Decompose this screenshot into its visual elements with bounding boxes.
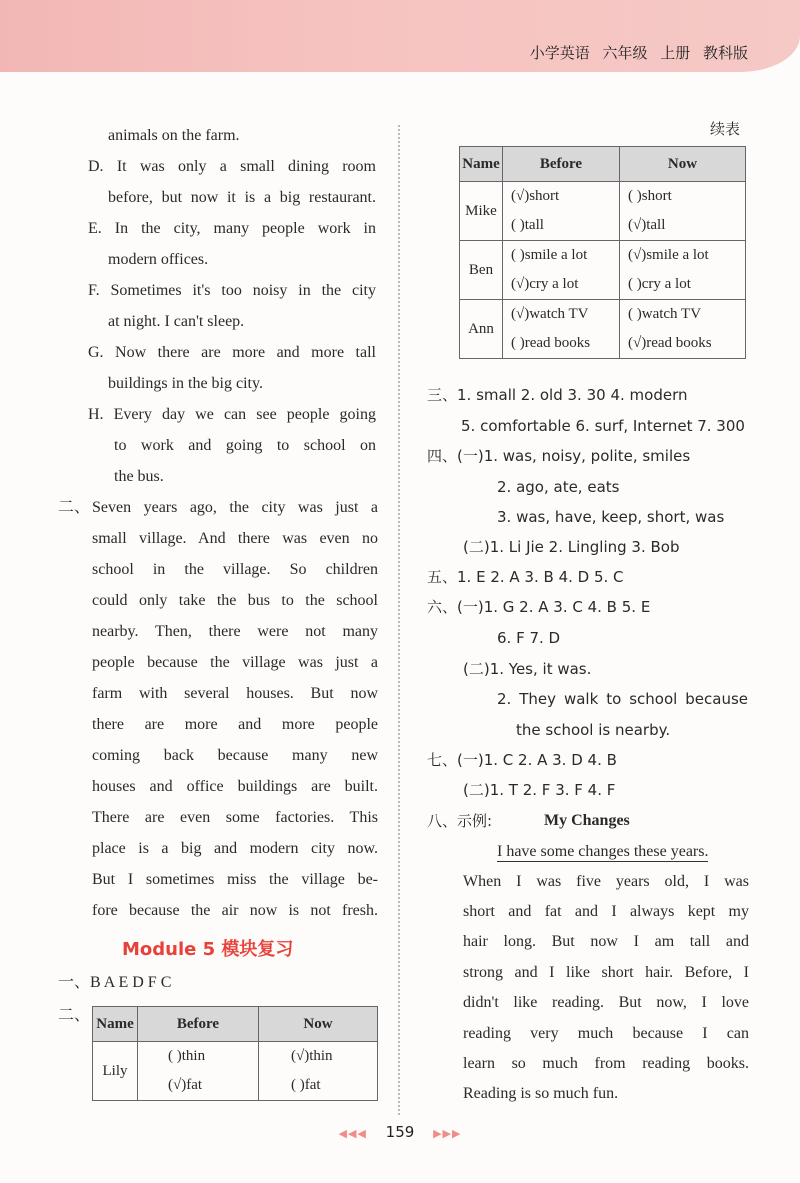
passage-line: Seven years ago, the city was just a bbox=[92, 499, 378, 516]
answer-line: (二)1. T 2. F 3. F 4. F bbox=[463, 781, 616, 799]
passage-line: could only take the bus to the school bbox=[92, 592, 378, 609]
row-name: Ann bbox=[460, 300, 503, 359]
table-row bbox=[460, 182, 746, 241]
option: (√)read books bbox=[628, 335, 712, 351]
section-label: 二、 bbox=[58, 1007, 91, 1024]
header-band bbox=[0, 0, 800, 72]
passage-line: place is a big and modern city now. bbox=[92, 840, 378, 857]
table-header: Now bbox=[620, 147, 746, 182]
answer-line: before, but now it is a big restaurant. bbox=[108, 189, 376, 206]
option: ( )smile a lot bbox=[511, 247, 588, 263]
answer-line: E. In the city, many people work in bbox=[88, 220, 376, 237]
section-label: 二、 bbox=[58, 499, 91, 516]
page-number: 159 bbox=[385, 1123, 415, 1141]
answer-line: buildings in the big city. bbox=[108, 375, 263, 392]
module-title: Module 5 模块复习 bbox=[122, 939, 294, 960]
answer-line: 六、(一)1. G 2. A 3. C 4. B 5. E bbox=[427, 598, 651, 616]
table-header: Name bbox=[93, 1007, 138, 1042]
option: (√)watch TV bbox=[511, 306, 589, 322]
right-arrows-icon: ▶▶▶ bbox=[433, 1127, 462, 1140]
essay-line: didn't like reading. But now, I love bbox=[463, 994, 749, 1011]
passage-line: people because the village was just a bbox=[92, 654, 378, 671]
answer-line: the school is nearby. bbox=[516, 721, 671, 739]
passage-line: nearby. Then, there were not many bbox=[92, 623, 378, 640]
option: ( )fat bbox=[291, 1077, 321, 1093]
answer-line: 五、1. E 2. A 3. B 4. D 5. C bbox=[427, 568, 624, 586]
table-header: Before bbox=[138, 1007, 259, 1042]
passage-line: there are more and more people bbox=[92, 716, 378, 733]
essay-line: strong and I like short hair. Before, I bbox=[463, 964, 749, 981]
answer-line: H. Every day we can see people going bbox=[88, 406, 376, 423]
passage-line: But I sometimes miss the village be- bbox=[92, 871, 378, 888]
option: (√)smile a lot bbox=[628, 247, 709, 263]
answer-line: at night. I can't sleep. bbox=[108, 313, 245, 330]
passage-line: school in the village. So children bbox=[92, 561, 378, 578]
answer-line: animals on the farm. bbox=[108, 127, 240, 144]
table-header: Before bbox=[503, 147, 620, 182]
table-row bbox=[460, 300, 746, 359]
continued-label: 续表 bbox=[710, 120, 741, 138]
essay-line: reading very much because I can bbox=[463, 1025, 749, 1042]
answer-line: the bus. bbox=[114, 468, 164, 485]
table-header: Name bbox=[460, 147, 503, 182]
answer-line: D. It was only a small dining room bbox=[88, 158, 376, 175]
column-divider bbox=[398, 125, 400, 1115]
answer-line: modern offices. bbox=[108, 251, 209, 268]
answer-line: 5. comfortable 6. surf, Internet 7. 300 bbox=[461, 417, 745, 435]
answer-line: 3. was, have, keep, short, was bbox=[497, 508, 725, 526]
left-arrows-icon: ◀◀◀ bbox=[338, 1127, 367, 1140]
passage-line: fore because the air now is not fresh. bbox=[92, 902, 378, 919]
table-header: Now bbox=[259, 1007, 378, 1042]
passage-line: farm with several houses. But now bbox=[92, 685, 378, 702]
option: ( )thin bbox=[168, 1048, 206, 1064]
essay-line: hair long. But now I am tall and bbox=[463, 933, 749, 950]
essay-first-line bbox=[497, 844, 708, 860]
row-name: Lily bbox=[93, 1042, 138, 1101]
section-label: 八、示例: bbox=[427, 812, 493, 830]
row-name: Ben bbox=[460, 241, 503, 300]
essay-line: short and fat and I always kept my bbox=[463, 903, 749, 920]
essay-line: Reading is so much fun. bbox=[463, 1085, 619, 1102]
answer-line: F. Sometimes it's too noisy in the city bbox=[88, 282, 376, 299]
answer-line: 2. They walk to school because bbox=[497, 690, 748, 708]
passage-line: houses and office buildings are built. bbox=[92, 778, 378, 795]
essay-underlined-line: I have some changes these years. bbox=[497, 843, 709, 860]
answer-line: 6. F 7. D bbox=[497, 629, 561, 647]
option: (√)short bbox=[511, 188, 560, 204]
option: ( )short bbox=[628, 188, 672, 204]
table-row bbox=[93, 1042, 378, 1101]
option: (√)tall bbox=[628, 217, 666, 233]
essay-line: When I was five years old, I was bbox=[463, 873, 749, 890]
answer-line: (二)1. Yes, it was. bbox=[463, 660, 592, 678]
essay-title: My Changes bbox=[544, 812, 630, 829]
option: ( )tall bbox=[511, 217, 544, 233]
page-footer bbox=[0, 1123, 800, 1141]
answer-line: 三、1. small 2. old 3. 30 4. modern bbox=[427, 386, 688, 404]
answer-line: 七、(一)1. C 2. A 3. D 4. B bbox=[427, 751, 617, 769]
option: ( )cry a lot bbox=[628, 276, 691, 292]
answer-line: (二)1. Li Jie 2. Lingling 3. Bob bbox=[463, 538, 680, 556]
header-title: 小学英语 六年级 上册 教科版 bbox=[529, 44, 748, 62]
option: ( )watch TV bbox=[628, 306, 702, 322]
answer-line: 一、B A E D F C bbox=[58, 974, 172, 991]
answer-table-lily bbox=[92, 1006, 378, 1101]
answer-table bbox=[459, 146, 746, 359]
row-name: Mike bbox=[460, 182, 503, 241]
passage-line: small village. And there was even no bbox=[92, 530, 378, 547]
passage-line: There are even some factories. This bbox=[92, 809, 378, 826]
answer-line: G. Now there are more and more tall bbox=[88, 344, 376, 361]
passage-line: coming back because many new bbox=[92, 747, 378, 764]
option: (√)thin bbox=[291, 1048, 333, 1064]
option: (√)cry a lot bbox=[511, 276, 579, 292]
table-row bbox=[460, 241, 746, 300]
answer-line: to work and going to school on bbox=[114, 437, 376, 454]
essay-line: learn so much from reading books. bbox=[463, 1055, 749, 1072]
option: ( )read books bbox=[511, 335, 591, 351]
answer-line: 2. ago, ate, eats bbox=[497, 478, 620, 496]
answer-line: 四、(一)1. was, noisy, polite, smiles bbox=[427, 447, 691, 465]
option: (√)fat bbox=[168, 1077, 203, 1093]
